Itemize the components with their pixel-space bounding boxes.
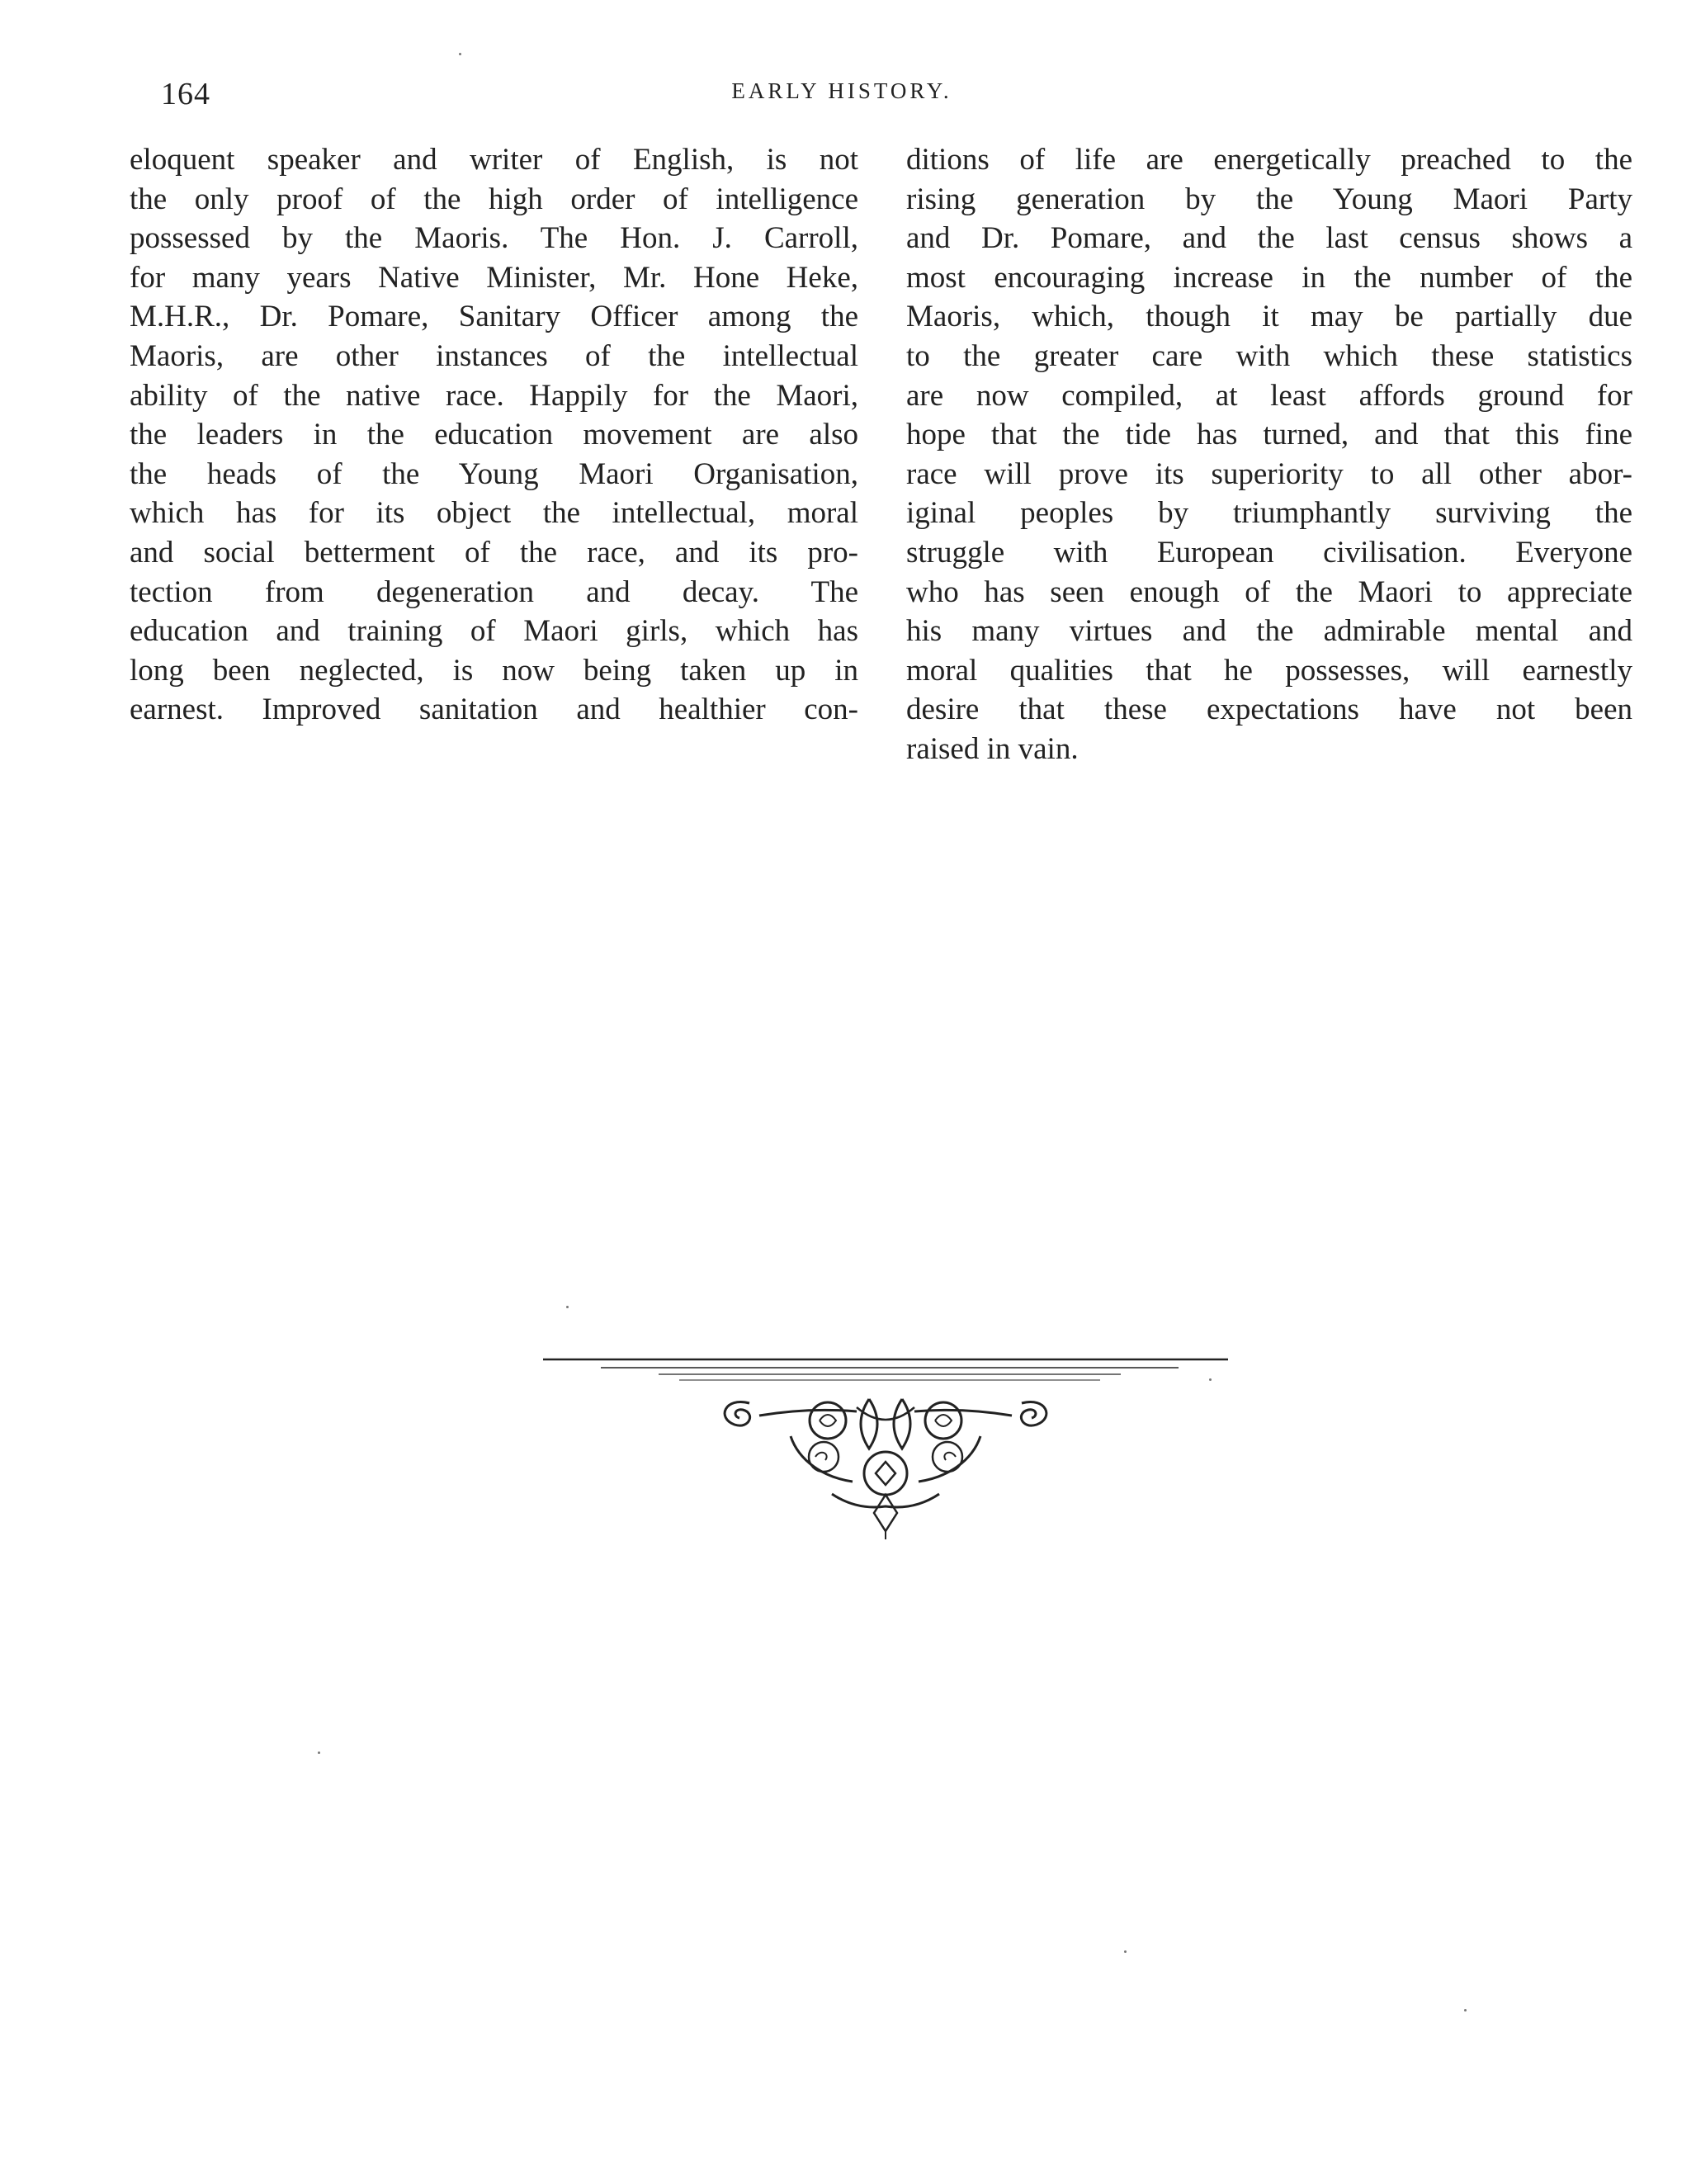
paper-speck — [1209, 1378, 1212, 1381]
text-line: the only proof of the high order of intelligence — [130, 182, 858, 216]
text-line: to the greater care with which these statistics — [906, 338, 1632, 373]
text-line: for many years Native Minister, Mr. Hone Heke, — [130, 260, 858, 295]
text-line: possessed by the Maoris. The Hon. J. Carroll, — [130, 221, 858, 256]
text-line: most encouraging increase in the number of the — [906, 260, 1632, 295]
right-column — [906, 140, 1632, 769]
text-line: hope that the tide has turned, and that this fine — [906, 418, 1632, 452]
text-line: moral qualities that he possesses, will earnestly — [906, 653, 1632, 688]
text-line: iginal peoples by triumphantly surviving the — [906, 496, 1632, 531]
text-line: ability of the native race. Happily for the Maori, — [130, 378, 858, 413]
text-line: tection from degeneration and decay. The — [130, 574, 858, 609]
paper-speck — [566, 1306, 569, 1308]
tailpiece-ornament-icon — [543, 1358, 1228, 1539]
text-line: education and training of Maori girls, which has — [130, 614, 858, 649]
text-line: the leaders in the education movement are also — [130, 418, 858, 452]
text-line: Maoris, which, though it may be partially due — [906, 300, 1632, 334]
text-line: rising generation by the Young Maori Party — [906, 182, 1632, 216]
running-head: EARLY HISTORY. — [731, 78, 952, 103]
text-line: desire that these expectations have not been — [906, 693, 1632, 727]
text-line: which has for its object the intellectual, moral — [130, 496, 858, 531]
text-line: are now compiled, at least affords ground for — [906, 378, 1632, 413]
text-line: who has seen enough of the Maori to appreciate — [906, 574, 1632, 609]
text-line: and Dr. Pomare, and the last census shows a — [906, 221, 1632, 256]
text-line: struggle with European civilisation. Everyone — [906, 535, 1632, 570]
text-line: raised in vain. — [906, 731, 1079, 766]
page-number: 164 — [161, 77, 210, 111]
text-line: M.H.R., Dr. Pomare, Sanitary Officer among the — [130, 300, 858, 334]
paper-speck — [318, 1751, 320, 1754]
text-line: long been neglected, is now being taken up in — [130, 653, 858, 688]
left-column — [130, 140, 858, 730]
paper-speck — [1124, 1950, 1127, 1953]
text-line: earnest. Improved sanitation and healthier con- — [130, 693, 858, 727]
text-line: eloquent speaker and writer of English, is not — [130, 143, 858, 177]
text-line: Maoris, are other instances of the intellectual — [130, 338, 858, 373]
text-line: and social betterment of the race, and its pro- — [130, 535, 858, 570]
text-line: ditions of life are energetically preached to the — [906, 143, 1632, 177]
paper-speck — [1464, 2009, 1467, 2011]
text-line: his many virtues and the admirable mental and — [906, 614, 1632, 649]
text-line: race will prove its superiority to all other abor- — [906, 456, 1632, 491]
text-line: the heads of the Young Maori Organisation, — [130, 456, 858, 491]
paper-speck — [459, 53, 461, 55]
